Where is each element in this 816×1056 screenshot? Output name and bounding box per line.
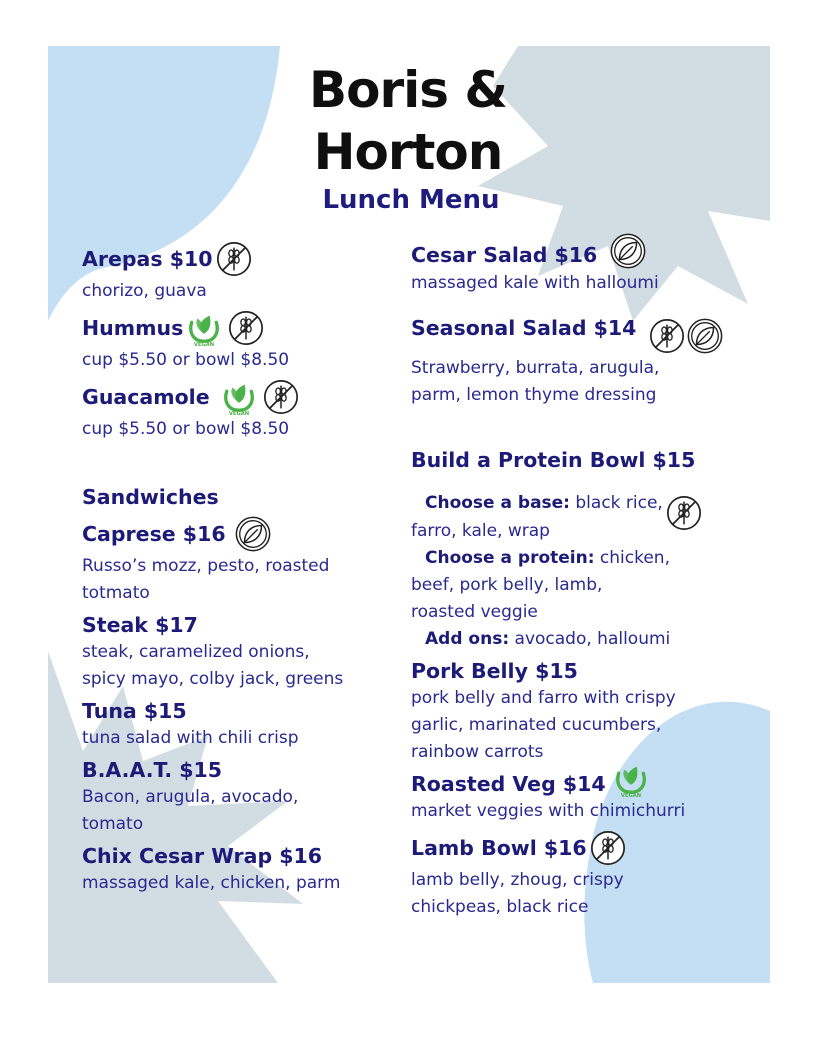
menu-item-tuna: [82, 697, 402, 725]
item-description-line2: chickpeas, black rice: [411, 897, 589, 917]
item-title: Seasonal Salad $14: [411, 316, 637, 340]
section-heading-sandwiches: Sandwiches: [82, 485, 219, 509]
item-title: Hummus: [82, 316, 184, 340]
menu-item-baat: [82, 756, 402, 784]
item-description-line1: steak, caramelized onions,: [82, 642, 310, 662]
gluten-free-icon: [665, 494, 703, 532]
vegan-icon: [612, 760, 650, 798]
menu-column-right: [411, 240, 756, 921]
item-title: Arepas $10: [82, 247, 213, 271]
item-description: Russo’s mozz, pesto, roasted totmato: [82, 556, 330, 603]
item-title: Lamb Bowl $16: [411, 836, 587, 860]
menu-item-protein-bowl: [411, 446, 756, 474]
vegan-icon: [185, 309, 223, 347]
vegetarian-leaf-icon: [234, 515, 272, 553]
menu-item-seasonal-salad: [411, 301, 756, 355]
item-title: Pork Belly $15: [411, 659, 578, 683]
item-description: chorizo, guava: [82, 281, 207, 301]
vegan-label: VEGAN: [620, 793, 641, 798]
protein-label: Choose a protein:: [425, 548, 595, 568]
item-description: cup $5.50 or bowl $8.50: [82, 350, 290, 370]
item-description-line2: garlic, marinated cucumbers,: [411, 715, 662, 735]
protein-options: chicken,: [599, 548, 670, 568]
gluten-free-icon: [227, 309, 265, 347]
item-title: Steak $17: [82, 613, 198, 637]
menu-item-lamb-bowl: [411, 829, 756, 867]
item-description: massaged kale with halloumi: [411, 273, 659, 293]
item-description-line2: tomato: [82, 814, 144, 834]
base-options: black rice,: [575, 492, 663, 513]
item-description-line1: pork belly and farro with crispy: [411, 688, 676, 708]
page-title: Lunch Menu: [322, 185, 500, 215]
vegetarian-leaf-icon: [609, 232, 647, 270]
menu-item-steak: [82, 611, 402, 639]
protein-bowl-protein: [411, 545, 756, 572]
menu-item-chix-cesar-wrap: [82, 842, 402, 870]
addons-options: avocado, halloumi: [514, 629, 671, 649]
menu-item-pork-belly: [411, 657, 756, 685]
vegetarian-leaf-icon: [686, 317, 724, 355]
menu-item-arepas: [82, 240, 402, 278]
menu-item-hummus: [82, 309, 402, 347]
item-description: tuna salad with chili crisp: [82, 728, 299, 748]
item-description: massaged kale, chicken, parm: [82, 873, 341, 893]
item-description-line1: Strawberry, burrata, arugula,: [411, 358, 660, 378]
vegan-label: VEGAN: [228, 411, 249, 416]
menu-column-left: [82, 240, 402, 897]
gluten-free-icon: [262, 378, 300, 416]
gluten-free-icon: [648, 317, 686, 355]
brand-name-line2: Horton: [313, 123, 503, 181]
gluten-free-icon: [215, 240, 253, 278]
item-title: Chix Cesar Wrap $16: [82, 844, 323, 868]
base-options-line2: farro, kale, wrap: [411, 521, 550, 541]
addons-label: Add ons:: [425, 629, 510, 649]
item-description: market veggies with chimichurri: [411, 801, 686, 821]
vegan-label: VEGAN: [194, 342, 215, 347]
vegan-icon: [220, 378, 258, 416]
item-title: Roasted Veg $14: [411, 772, 606, 796]
gluten-free-icon: [589, 829, 627, 867]
item-title: B.A.A.T. $15: [82, 758, 223, 782]
item-description-line2: parm, lemon thyme dressing: [411, 385, 657, 405]
protein-options-line2: beef, pork belly, lamb,: [411, 575, 603, 595]
item-description-line1: Bacon, arugula, avocado,: [82, 787, 299, 807]
menu-item-cesar-salad: [411, 240, 756, 270]
item-description-line3: rainbow carrots: [411, 742, 544, 762]
item-description-line1: lamb belly, zhoug, crispy: [411, 870, 624, 890]
item-title: Cesar Salad $16: [411, 243, 598, 267]
item-title: Caprese $16: [82, 522, 226, 546]
item-title: Build a Protein Bowl $15: [411, 448, 696, 472]
protein-bowl-addons: [411, 626, 756, 653]
menu-item-caprese: [82, 515, 402, 553]
item-title: Tuna $15: [82, 699, 187, 723]
item-description: cup $5.50 or bowl $8.50: [82, 419, 290, 439]
menu-item-roasted-veg: [411, 770, 756, 798]
base-label: Choose a base:: [425, 492, 570, 513]
item-description-line2: spicy mayo, colby jack, greens: [82, 669, 344, 689]
brand-name-line1: Boris &: [308, 61, 508, 119]
item-title: Guacamole: [82, 385, 210, 409]
protein-options-line3: roasted veggie: [411, 602, 538, 622]
menu-item-guacamole: [82, 378, 402, 416]
